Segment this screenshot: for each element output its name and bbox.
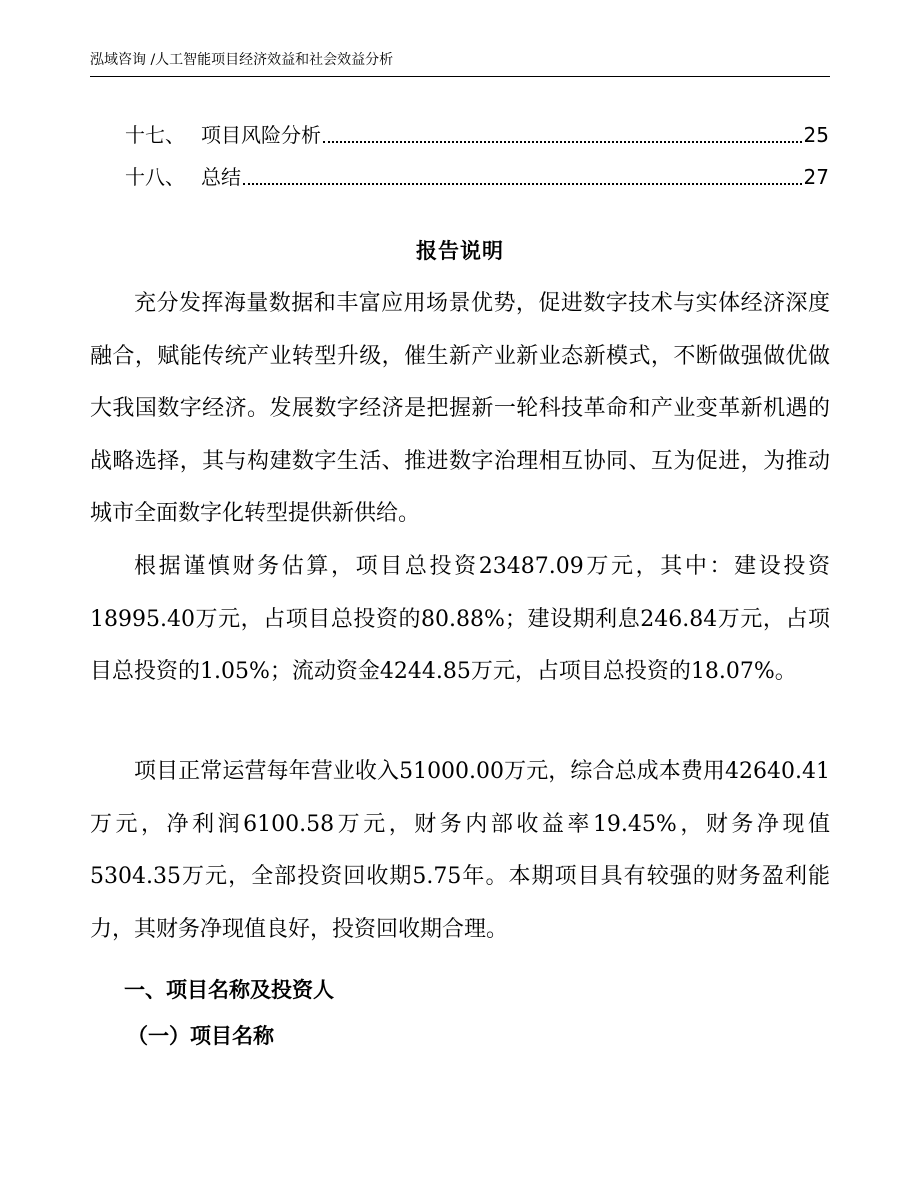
section-heading: 一、项目名称及投资人 <box>124 977 334 1002</box>
toc-entry-number: 十八、 <box>125 165 185 189</box>
toc-dot-leader <box>243 183 802 185</box>
toc-dot-leader <box>323 141 802 143</box>
toc-entry-title: 总结 <box>201 165 241 189</box>
toc-entry-page: 25 <box>803 123 829 147</box>
toc-entry-title: 项目风险分析 <box>201 123 321 147</box>
toc-entry-number: 十七、 <box>125 123 185 147</box>
toc-entry-18[interactable] <box>125 162 829 192</box>
report-title: 报告说明 <box>416 238 504 263</box>
toc-entry-page: 27 <box>803 165 829 189</box>
page-header: 泓域咨询 /人工智能项目经济效益和社会效益分析 <box>90 50 830 77</box>
report-paragraph-2: 根据谨慎财务估算，项目总投资23487.09万元，其中：建设投资18995.40万元，占项目总投资的80.88%；建设期利息246.84万元，占项目总投资的1.05%；流动资金4244.85万元，占项目总投资的18.07%。 <box>90 554 830 684</box>
report-paragraph-1: 充分发挥海量数据和丰富应用场景优势，促进数字技术与实体经济深度融合，赋能传统产业转型升级，催生新产业新业态新模式，不断做强做优做大我国数字经济。发展数字经济是把握新一轮科技革命和产业变革新机遇的战略选择，其与构建数字生活、推进数字治理相互协同、互为促进，为推动城市全面数字化转型提供新供给。 <box>90 291 830 526</box>
subsection-heading: （一）项目名称 <box>127 1023 274 1048</box>
report-paragraph-3: 项目正常运营每年营业收入51000.00万元，综合总成本费用42640.41万元，净利润6100.58万元，财务内部收益率19.45%，财务净现值5304.35万元，全部投资回收期5.75年。本期项目具有较强的财务盈利能力，其财务净现值良好，投资回收期合理。 <box>90 759 830 942</box>
toc-entry-17[interactable] <box>125 120 829 150</box>
